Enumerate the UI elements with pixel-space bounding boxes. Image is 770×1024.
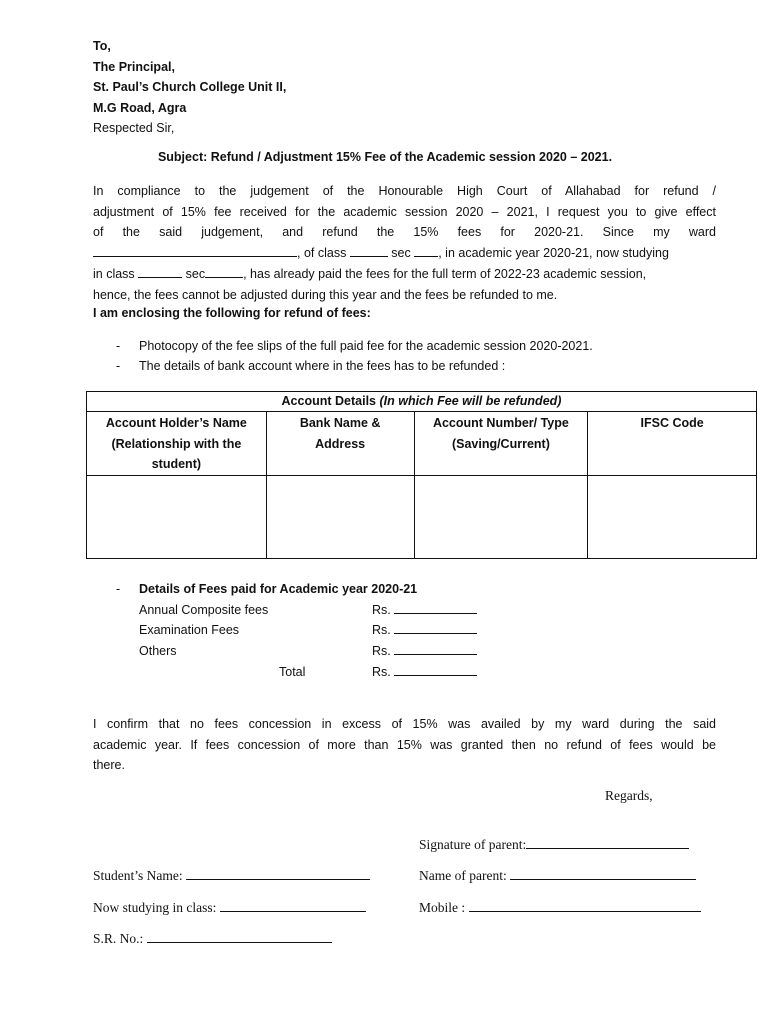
signature-label: Signature of parent:	[419, 837, 527, 852]
studying-label: Now studying in class:	[93, 900, 217, 915]
rs-label: Rs.	[372, 623, 391, 638]
address-road: M.G Road, Agra	[93, 100, 187, 115]
address-principal: The Principal,	[93, 59, 175, 74]
rs-label: Rs.	[372, 602, 391, 617]
bullet-dash: -	[116, 359, 121, 373]
intro-sec-label: sec	[391, 246, 411, 261]
account-title-italic: (In which Fee will be refunded)	[379, 394, 562, 408]
fee-annual-blank[interactable]	[394, 602, 477, 614]
col-account-holder-l2: (Relationship with the	[111, 436, 242, 451]
parent-name	[419, 868, 696, 884]
fee-others-rs	[372, 641, 477, 662]
bullet-bank-account	[116, 359, 505, 373]
cell-account-number[interactable]	[414, 476, 588, 559]
signature-of-parent	[419, 837, 689, 853]
address-block	[93, 36, 286, 139]
bullet-dash: -	[116, 582, 121, 596]
parent-name-blank[interactable]	[510, 868, 696, 880]
fees-heading: Details of Fees paid for Academic year 2020-21	[139, 582, 418, 596]
sr-no-blank[interactable]	[147, 931, 332, 943]
col-bank-name-l2: Address	[315, 436, 366, 451]
mobile-label: Mobile :	[419, 900, 466, 915]
account-details-table	[86, 391, 757, 559]
class-blank[interactable]	[350, 245, 388, 257]
intro-line-3: of the said judgement, and refund the 15% fees for 2020-21. Since my ward	[93, 225, 716, 240]
regards: Regards,	[605, 788, 653, 803]
salutation: Respected Sir,	[93, 121, 175, 136]
studying-blank[interactable]	[220, 900, 366, 912]
intro-studying-label: , in academic year 2020-21, now studying	[438, 246, 669, 261]
student-name-blank[interactable]	[186, 868, 370, 880]
ward-name-blank[interactable]	[93, 245, 297, 257]
fee-exam-rs	[372, 620, 477, 641]
account-table-title	[87, 392, 757, 412]
confirm-line-3: there.	[93, 758, 125, 773]
account-title-text: Account Details	[281, 394, 376, 408]
intro-line-5	[93, 264, 716, 285]
cell-ifsc[interactable]	[588, 476, 757, 559]
bullet-bank-account-text: The details of bank account where in the fees has to be refunded :	[139, 359, 506, 373]
confirm-line-2: academic year. If fees concession of more than 15% was granted then no refund of fees would be	[93, 737, 716, 752]
bullet-fee-slips-text: Photocopy of the fee slips of the full paid fee for the academic session 2020-2021.	[139, 339, 593, 353]
col-account-number	[414, 412, 588, 476]
intro-line-1: In compliance to the judgement of the Honourable High Court of Allahabad for refund /	[93, 184, 716, 198]
intro-line-4	[93, 243, 716, 264]
sr-no	[93, 931, 332, 947]
fee-exam-label: Examination Fees	[139, 623, 240, 638]
col-bank-name-l1: Bank Name &	[299, 416, 381, 430]
parent-name-label: Name of parent:	[419, 868, 507, 883]
fee-exam-blank[interactable]	[394, 622, 477, 634]
col-ifsc	[588, 412, 757, 476]
address-college: St. Paul’s Church College Unit II,	[93, 80, 287, 95]
col-account-holder	[87, 412, 267, 476]
rs-label: Rs.	[372, 644, 391, 659]
mobile	[419, 900, 701, 916]
col-account-holder-l3: student)	[151, 457, 202, 471]
intro-in-class-label: in class	[93, 266, 135, 281]
sec-blank[interactable]	[414, 245, 438, 257]
confirm-line-1: I confirm that no fees concession in excess of 15% was availed by my ward during the said	[93, 717, 716, 731]
cell-bank-name[interactable]	[266, 476, 414, 559]
fee-annual-label: Annual Composite fees	[139, 602, 269, 617]
intro-paragraph	[93, 181, 716, 305]
fee-others-label: Others	[139, 644, 177, 659]
col-account-number-l2: (Saving/Current)	[451, 436, 550, 451]
col-bank-name	[266, 412, 414, 476]
col-account-holder-l1: Account Holder’s Name	[105, 416, 247, 430]
fee-total-blank[interactable]	[394, 664, 477, 676]
fee-total-label: Total	[279, 664, 306, 679]
enclosing-heading: I am enclosing the following for refund of fees:	[93, 306, 371, 320]
col-account-number-l1: Account Number/ Type	[432, 416, 569, 430]
student-name-label: Student’s Name:	[93, 868, 183, 883]
current-sec-blank[interactable]	[205, 266, 243, 278]
sr-no-label: S.R. No.:	[93, 931, 144, 946]
subject-line: Subject: Refund / Adjustment 15% Fee of the Academic session 2020 – 2021.	[157, 150, 613, 164]
student-name	[93, 868, 370, 884]
signature-blank[interactable]	[526, 837, 689, 849]
intro-line-6: hence, the fees cannot be adjusted during this year and the fees be refunded to me.	[93, 287, 558, 302]
intro-current-sec-label: sec	[185, 266, 206, 281]
mobile-blank[interactable]	[469, 900, 701, 912]
bullet-fee-slips	[116, 339, 593, 353]
now-studying-in-class	[93, 900, 366, 916]
col-ifsc-l1: IFSC Code	[640, 416, 704, 430]
bullet-dash: -	[116, 339, 121, 353]
fee-others-blank[interactable]	[394, 643, 477, 655]
rs-label: Rs.	[372, 664, 391, 679]
cell-account-holder[interactable]	[87, 476, 267, 559]
fee-total-rs	[372, 662, 477, 683]
confirm-paragraph	[93, 714, 716, 776]
fee-annual-rs	[372, 600, 477, 621]
intro-line-2: adjustment of 15% fee received for the academic session 2020 – 2021, I request you to give effect	[93, 204, 716, 219]
address-to: To,	[93, 39, 111, 53]
intro-class-label: , of class	[297, 246, 347, 261]
intro-paid-label: , has already paid the fees for the full term of 2022-23 academic session,	[243, 266, 647, 281]
current-class-blank[interactable]	[138, 266, 182, 278]
